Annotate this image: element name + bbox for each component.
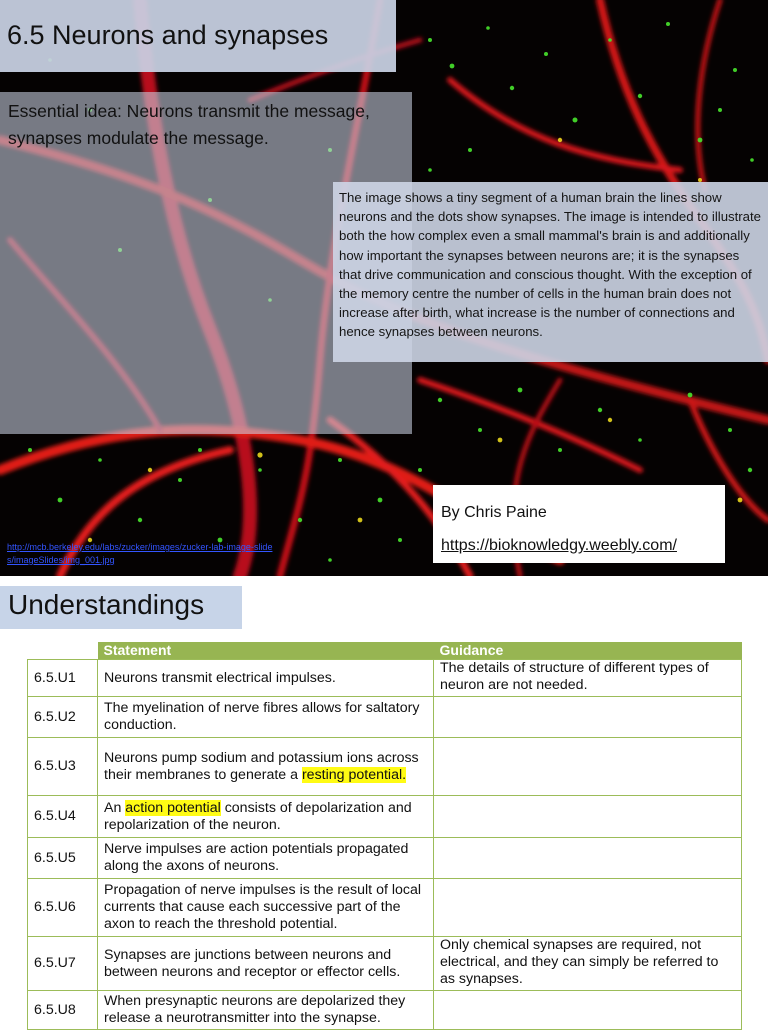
row-guidance <box>434 697 742 738</box>
row-statement <box>98 796 434 838</box>
row-code: 6.5.U2 <box>28 697 98 738</box>
row-guidance <box>434 838 742 879</box>
row-code: 6.5.U5 <box>28 838 98 879</box>
image-description-panel <box>333 182 768 362</box>
table-row <box>28 738 742 796</box>
table-row <box>28 660 742 697</box>
row-statement: The myelination of nerve fibres allows for saltatory conduction. <box>98 697 434 738</box>
table-row <box>28 937 742 991</box>
understandings-table <box>27 642 742 1030</box>
row-code: 6.5.U6 <box>28 879 98 937</box>
essential-idea-text: Essential idea: Neurons transmit the message, synapses modulate the message. <box>8 101 370 148</box>
understandings-heading-panel <box>0 586 242 629</box>
row-guidance <box>434 738 742 796</box>
column-header-statement: Statement <box>98 642 434 660</box>
row-guidance <box>434 796 742 838</box>
row-guidance: The details of structure of different types of neuron are not needed. <box>434 660 742 697</box>
author-website-link[interactable]: https://bioknowledgy.weebly.com/ <box>441 537 677 554</box>
table-row <box>28 796 742 838</box>
statement-text: consists of depolarization and repolarization of the neuron. <box>104 799 412 833</box>
row-code: 6.5.U8 <box>28 991 98 1030</box>
row-statement: Nerve impulses are action potentials propagated along the axons of neurons. <box>98 838 434 879</box>
row-code: 6.5.U4 <box>28 796 98 838</box>
table-header-row <box>28 642 742 660</box>
row-statement <box>98 738 434 796</box>
author-panel <box>433 485 725 563</box>
image-description-text: The image shows a tiny segment of a human brain the lines show neurons and the dots show synapses. The image is intended to illustrate both the how complex even a small mammal's brain is and additionally how important the synapses between neurons are; it is the synapses that drive communication and conscious thought. With the exception of the memory centre the number of cells in the human brain does not increase after birth, what increase is the number of connections and hence synapses between neurons. <box>339 190 762 340</box>
title-panel <box>0 0 396 72</box>
row-guidance <box>434 879 742 937</box>
row-guidance: Only chemical synapses are required, not electrical, and they can simply be referred to as synapses. <box>434 937 742 991</box>
column-header-guidance: Guidance <box>434 642 742 660</box>
column-header-code <box>28 642 98 660</box>
understandings-heading: Understandings <box>8 589 205 620</box>
table-row <box>28 697 742 738</box>
row-code: 6.5.U3 <box>28 738 98 796</box>
author-name: By Chris Paine <box>441 504 547 521</box>
highlighted-term: resting potential. <box>301 766 407 783</box>
row-code: 6.5.U7 <box>28 937 98 991</box>
statement-text: Neurons pump sodium and potassium ions across their membranes to generate a <box>104 749 419 783</box>
slide-title: 6.5 Neurons and synapses <box>7 20 329 50</box>
row-statement: Propagation of nerve impulses is the result of local currents that cause each successive part of the axon to reach the threshold potential. <box>98 879 434 937</box>
row-statement: Synapses are junctions between neurons and between neurons and receptor or effector cells. <box>98 937 434 991</box>
row-code: 6.5.U1 <box>28 660 98 697</box>
table-row <box>28 879 742 937</box>
highlighted-term: action potential <box>125 799 221 816</box>
table-row <box>28 838 742 879</box>
image-credit-link[interactable]: http://mcb.berkeley.edu/labs/zucker/images/zucker-lab-image-slides/imageSlides/img_001.jpg <box>7 542 273 565</box>
row-statement: Neurons transmit electrical impulses. <box>98 660 434 697</box>
statement-text: An <box>104 799 126 816</box>
row-statement: When presynaptic neurons are depolarized they release a neurotransmitter into the synapse. <box>98 991 434 1030</box>
